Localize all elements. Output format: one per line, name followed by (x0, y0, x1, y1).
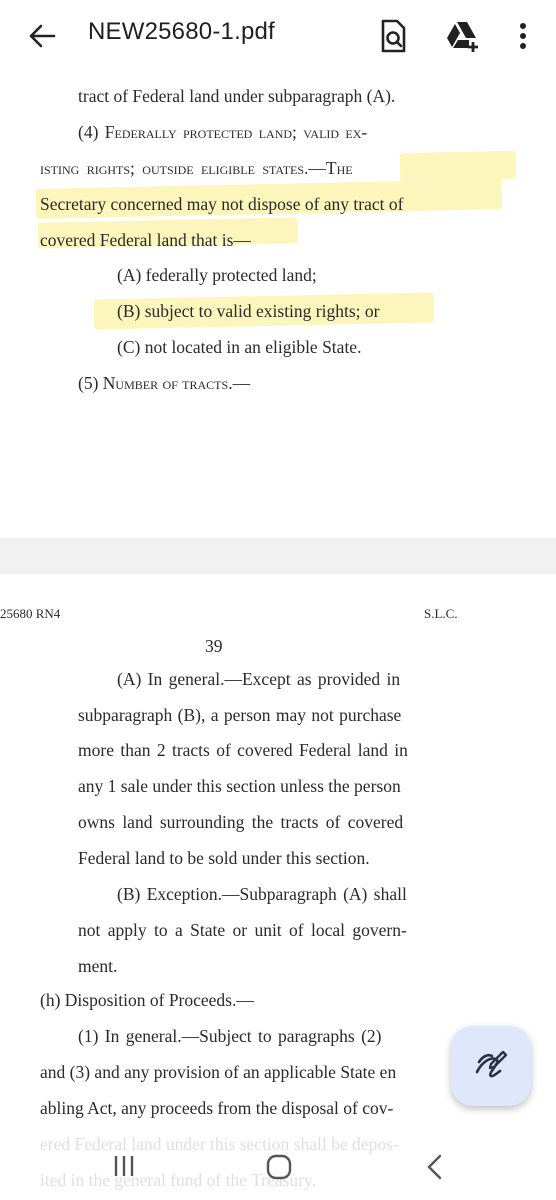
document-title: NEW25680-1.pdf (88, 18, 275, 45)
document-line: any 1 sale under this section unless the person (78, 776, 401, 796)
document-line: abling Act, any proceeds from the disposal of cov- (40, 1098, 394, 1118)
document-line: (h) Disposition of Proceeds.— (40, 990, 254, 1010)
system-nav-bar (0, 1128, 556, 1200)
document-line: (B) subject to valid existing rights; or (117, 301, 380, 321)
pdf-page-current (0, 574, 556, 1200)
document-line: (C) not located in an eligible State. (117, 337, 362, 357)
document-line: covered Federal land that is— (40, 230, 251, 250)
drive-add-icon[interactable] (443, 16, 483, 56)
document-line: owns land surrounding the tracts of covered (78, 812, 404, 832)
more-vert-icon[interactable] (503, 16, 543, 56)
document-line: (B) Exception.—Subparagraph (A) shall (117, 884, 407, 904)
home-icon[interactable] (264, 1152, 294, 1182)
document-line: and (3) and any provision of an applicable State en (40, 1062, 397, 1082)
page-number: 39 (205, 636, 223, 656)
pen-scribble-icon (473, 1048, 509, 1084)
annotate-button[interactable] (451, 1026, 531, 1106)
document-line: (1) In general.—Subject to paragraphs (2) (78, 1026, 382, 1046)
pdf-page-previous (0, 72, 556, 538)
recent-apps-icon[interactable] (108, 1152, 140, 1180)
document-line: more than 2 tracts of covered Federal land in (78, 740, 408, 760)
document-line: not apply to a State or unit of local govern- (78, 920, 407, 940)
search-document-icon[interactable] (373, 16, 413, 56)
back-nav-icon[interactable] (420, 1152, 450, 1182)
document-line: (A) In general.—Except as provided in (117, 669, 401, 689)
page-header-right: S.L.C. (424, 606, 458, 621)
document-line: (5) Number of tracts.— (78, 373, 251, 393)
document-line: Federal land to be sold under this section. (78, 848, 370, 868)
document-line: tract of Federal land under subparagraph (A). (78, 86, 396, 106)
document-line: subparagraph (B), a person may not purchase (78, 705, 402, 725)
app-bar (0, 0, 556, 72)
back-arrow-icon[interactable] (24, 18, 60, 54)
document-line: (A) federally protected land; (117, 265, 317, 285)
page-header-left: 25680 RN4 (0, 606, 61, 621)
document-line: Secretary concerned may not dispose of any tract of (40, 194, 404, 214)
document-line: (4) Federally protected land; valid ex- (78, 122, 368, 142)
highlight-mark (400, 151, 517, 181)
document-line: isting rights; outside eligible states.—The (40, 158, 353, 178)
document-line: ment. (78, 956, 118, 976)
